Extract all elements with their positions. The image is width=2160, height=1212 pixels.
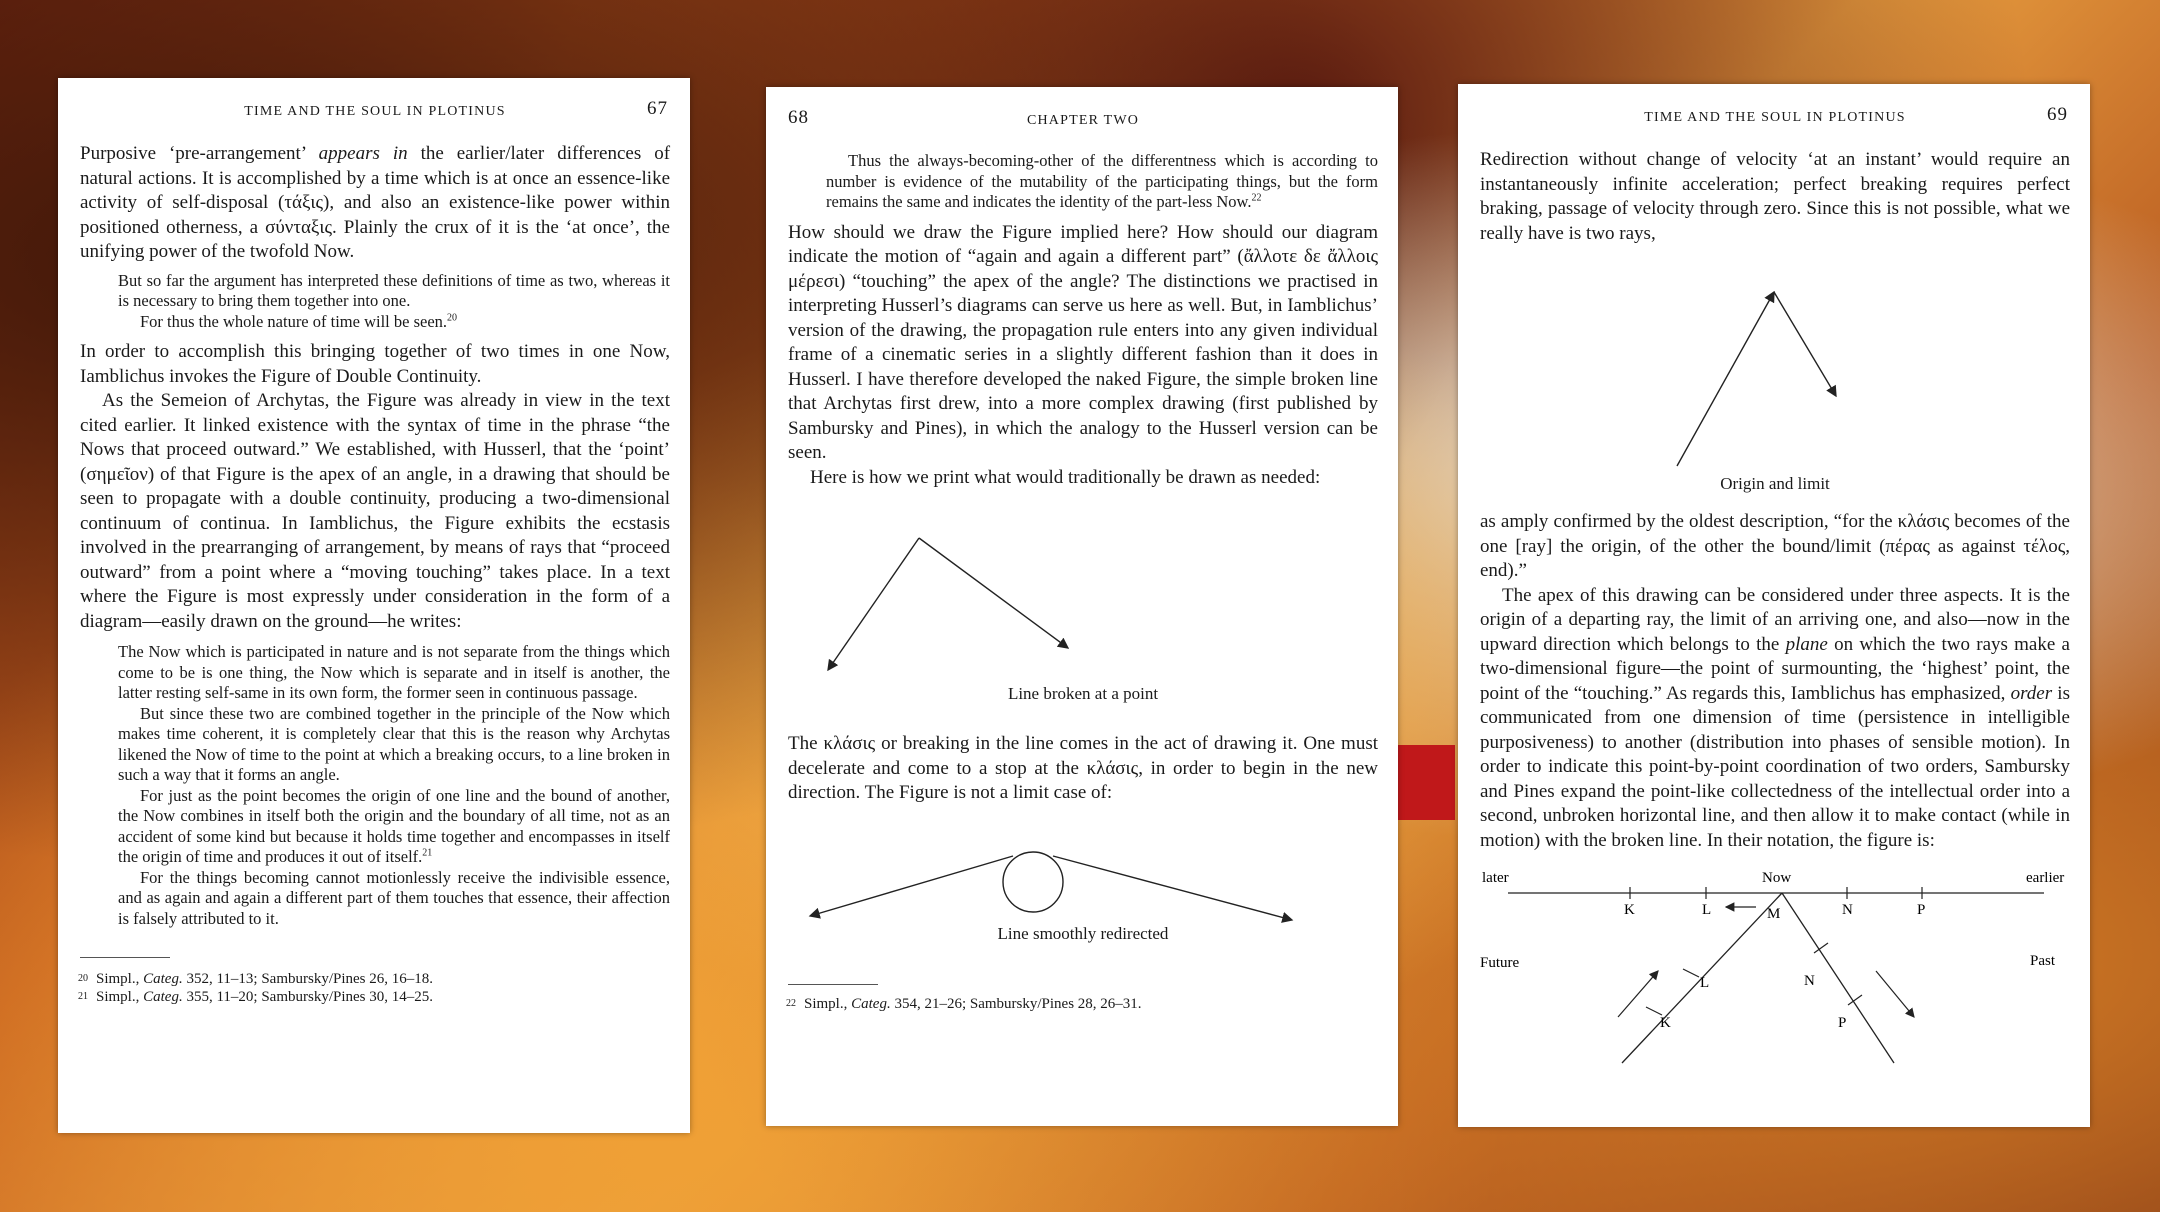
block-quote xyxy=(118,271,670,333)
quote-text: But since these two are combined together in the principle of the Now which makes time coherent, it is completely clear that this is the reason why Archytas likened the Now of time to the point at which a breaking occurs, to a line broken in such a way that it forms an angle. xyxy=(118,703,670,784)
background-red-shape xyxy=(1395,745,1455,820)
paragraph: In order to accomplish this bringing together of two times in one Now, Iamblichus invokes the Figure of Double Continuity. xyxy=(80,341,670,387)
footnote-ref: 22 xyxy=(1251,192,1262,204)
page-number: 69 xyxy=(2047,104,2068,125)
footnote: 22 Simpl., Categ. 354, 21–26; Sambursky/Pines 28, 26–31. xyxy=(786,995,1142,1012)
block-quote xyxy=(118,642,670,929)
page-67 xyxy=(58,78,690,1133)
paragraph: How should we draw the Figure implied here? How should our diagram indicate the motion of “again and again a different part” (ἄλλοτε δε ἄλλοις μέρεσι) “touching” the apex of the angle? The distinctions we practised in interpreting Husserl’s diagrams can serve us here as well. But, in Iamblichus’ version of the drawing, the propagation rule enters into any given individual frame of a cinematic series in a slightly different fashion than it does in Husserl. I have therefore developed the naked Figure, the simple broken line that Archytas first drew, into a more complex drawing (first published by Sambursky and Pines), in which the analogy to the Husserl version can be seen. xyxy=(788,221,1378,463)
figure-caption: Line broken at a point xyxy=(1007,684,1159,703)
running-title: TIME AND THE SOUL IN PLOTINUS xyxy=(244,104,506,119)
quote-text: Thus the always-becoming-other of the differentness which is according to number is evidence of the mutability of the participating things, but the form remains the same and indicates the identity of the part-less Now.$^{22}$ xyxy=(826,151,1378,211)
now-diagram xyxy=(1466,867,2076,1067)
figure-origin-limit xyxy=(1480,246,2070,494)
figure-now-diagram xyxy=(1466,867,2070,1067)
page-69 xyxy=(1458,84,2090,1127)
paragraph: Purposive ‘pre-arrangement’ appears in the earlier/later differences of natural actions. It is accomplished by a time which is at once an essence-like activity of self-disposal (τάξις), and also an existence-like power within positioned otherness, a σύνταξις. Plainly the crux of it is the ‘at once’, the unifying power of the twofold Now. xyxy=(80,143,671,262)
paragraph: Redirection without change of velocity ‘at an instant’ would require an instantaneously infinite acceleration; perfect breaking requires perfect braking, passage of velocity through zero. Since this is not possible, what we really have is two rays, xyxy=(1480,149,2070,244)
figure-broken-line xyxy=(788,490,1378,704)
tick-label-P: P xyxy=(1917,902,1926,918)
label-future: Future xyxy=(1480,955,1520,971)
page-number: 67 xyxy=(647,98,668,119)
running-header xyxy=(80,98,670,142)
ray-label-L: L xyxy=(1700,975,1710,991)
figure-smooth-line xyxy=(788,806,1378,944)
page-number: 68 xyxy=(788,107,809,128)
running-title: CHAPTER TWO xyxy=(1026,113,1140,128)
running-title: TIME AND THE SOUL IN PLOTINUS xyxy=(1644,110,1906,125)
footnote-rule xyxy=(80,957,170,958)
quote-text: For thus the whole nature of time will be seen.$^{20}$ xyxy=(140,311,458,331)
footnote: 20 Simpl., Categ. 352, 11–13; Sambursky/Pines 26, 16–18. xyxy=(78,971,433,987)
quote-text: The Now which is participated in nature and is not separate from the things which come to be is one thing, the Now which is separate and in itself is another, the latter resting self-same in its own form, the former seen in continuous passage. xyxy=(118,642,670,702)
origin-limit-diagram xyxy=(1480,246,2070,476)
label-earlier: earlier xyxy=(2026,870,2065,886)
paragraph: The apex of this drawing can be considered under three aspects. It is the origin of a departing ray, the limit of an arriving one, and also—now in the upward direction which belongs to the plane on which the two rays make a two-dimensional figure—the point of surmounting, the ‘highest’ point, the point of the “touching.” As regards this, Iamblichus has emphasized, order is communicated from one dimension of time (persistence in intelligible purposiveness) to another (distribution into phases of sensible motion). In order to indicate this point-by-point coordination of two orders, Sambursky and Pines expand the point-like collectedness of the intellectual order into a second, unbroken horizontal line, and then allow it to make contact (while in motion) with the broken line. In their notation, the figure is: xyxy=(1480,584,2070,851)
quote-text: For just as the point becomes the origin of one line and the bound of another, the Now combines in itself both the origin and the boundary of all time, not as an accident of some kind but because it holds time together and encompasses in itself the origin of time and produces it out of itself.$^{21}$ xyxy=(118,785,670,866)
ray-label-N: N xyxy=(1804,973,1815,989)
running-header xyxy=(1480,104,2070,148)
figure-caption: Line smoothly redirected xyxy=(997,923,1169,943)
smooth-redirect-diagram xyxy=(788,806,1378,926)
label-later: later xyxy=(1482,870,1509,886)
footnote: 21 Simpl., Categ. 355, 11–20; Sambursky/Pines 30, 14–25. xyxy=(78,989,433,1005)
page-68 xyxy=(766,87,1398,1126)
paragraph: As the Semeion of Archytas, the Figure was already in view in the text cited earlier. It linked existence with the syntax of time in the phrase “the Nows that proceed outward.” We established, with Husserl, that the ‘point’ (σημεῖον) of that Figure is the apex of an angle, in a drawing that should be seen to propagate with a double continuity, producing a two-dimensional continuum of continua. In Iamblichus, the Figure exhibits the ecstasis involved in the prearranging of arrangement, by means of rays that “proceed outward” from a point where a “moving touching” takes place. In a text where the Figure is most expressly under consideration in the form of a diagram—easily drawn on the ground—he writes: xyxy=(80,390,670,632)
tick-label-L: L xyxy=(1702,902,1712,918)
broken-line-diagram xyxy=(788,490,1378,690)
footnote-rule xyxy=(788,984,878,985)
footnote-ref: 21 xyxy=(422,847,433,859)
label-now: Now xyxy=(1762,870,1792,886)
label-M: M xyxy=(1767,906,1781,922)
ray-label-K: K xyxy=(1660,1015,1671,1031)
paragraph: Here is how we print what would traditionally be drawn as needed: xyxy=(810,466,1321,488)
paragraph: as amply confirmed by the oldest description, “for the κλάσις becomes of the one [ray] the origin, of the other the bound/limit (πέρας as against τέλος, end).” xyxy=(1480,511,2070,581)
tick-label-N: N xyxy=(1842,902,1853,918)
footnote-ref: 20 xyxy=(447,312,458,323)
quote-text: For the things becoming cannot motionlessly receive the indivisible essence, and as again and again a different part of them touches that essence, their affection is falsely attributed to it. xyxy=(118,867,670,928)
paragraph: The κλάσις or breaking in the line comes in the act of drawing it. One must decelerate and come to a stop at the κλάσις, in order to begin in the new direction. The Figure is not a limit case of: xyxy=(788,733,1378,803)
block-quote xyxy=(826,151,1378,213)
quote-text: But so far the argument has interpreted these definitions of time as two, whereas it is necessary to bring them together into one. xyxy=(118,270,670,310)
running-header xyxy=(788,107,1378,151)
figure-caption: Origin and limit xyxy=(1720,474,1830,493)
tick-label-K: K xyxy=(1624,902,1635,918)
ray-label-P: P xyxy=(1838,1015,1847,1031)
label-past: Past xyxy=(2030,953,2056,969)
